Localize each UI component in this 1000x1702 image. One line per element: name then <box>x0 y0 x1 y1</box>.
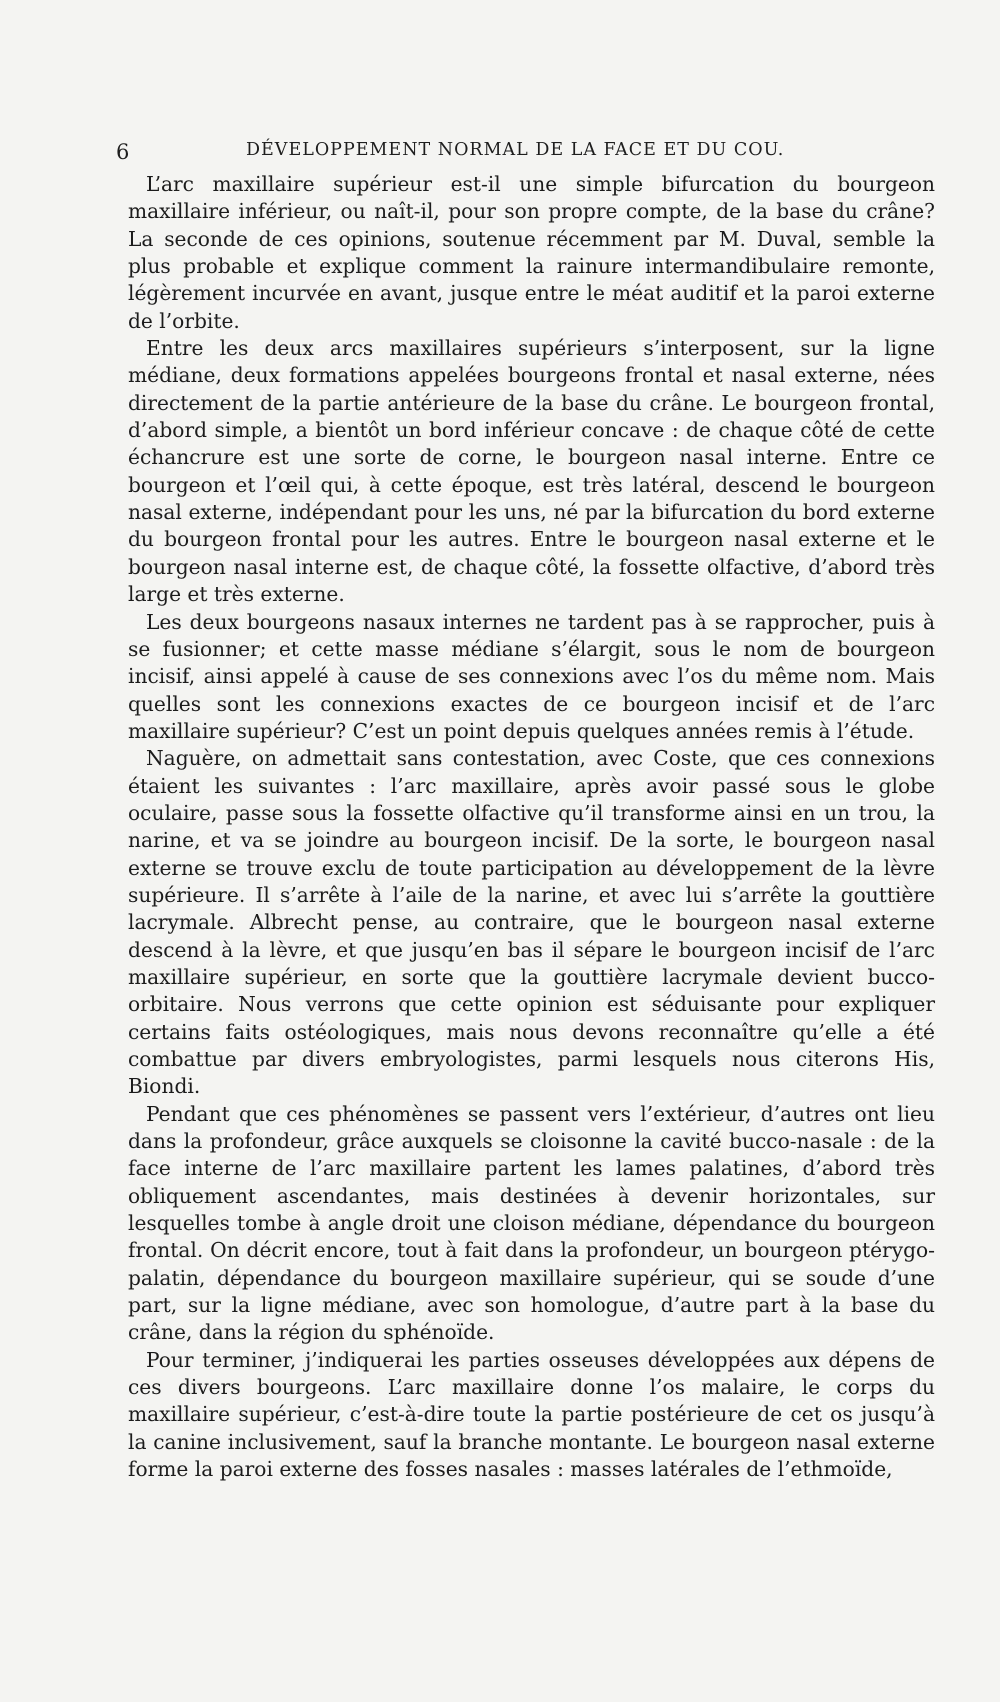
paragraph: L’arc maxillaire supérieur est-il une simple bifurcation du bourgeon maxillaire inférieur, ou naît-il, pour son propre compte, de la base du crâne? La seconde de ces opinions, soutenue récemment par M. Duval, semble la plus probable et explique comment la rainure intermandibulaire remonte, légèrement incurvée en avant, jusque entre le méat auditif et la paroi externe de l’orbite. <box>128 172 935 333</box>
paragraph: Naguère, on admettait sans contestation, avec Coste, que ces connexions étaient les suivantes : l’arc maxillaire, après avoir passé sous le globe oculaire, passe sous la fossette olfactive qu’il transforme ainsi en un trou, la narine, et va se joindre au bourgeon incisif. De la sorte, le bourgeon nasal externe se trouve exclu de toute participation au développement de la lèvre supérieure. Il s’arrête à l’aile de la narine, et avec lui s’arrête la gouttière lacrymale. Albrecht pense, au contraire, que le bourgeon nasal externe descend à la lèvre, et que jusqu’en bas il sépare le bourgeon incisif de l’arc maxillaire supérieur, en sorte que la gouttière lacrymale devient bucco-orbitaire. Nous verrons que cette opinion est séduisante pour expliquer certains faits ostéologiques, mais nous devons reconnaître qu’elle a été combattue par divers embryologistes, parmi lesquels nous citerons His, Biondi. <box>128 746 935 1099</box>
page-header <box>116 136 910 168</box>
running-title: DÉVELOPPEMENT NORMAL DE LA FACE ET DU COU. <box>246 140 785 160</box>
paragraph: Les deux bourgeons nasaux internes ne tardent pas à se rapprocher, puis à se fusionner; et cette masse médiane s’élargit, sous le nom de bourgeon incisif, ainsi appelé à cause de ses connexions avec l’os du même nom. Mais quelles sont les connexions exactes de ce bourgeon incisif et de l’arc maxillaire supérieur? C’est un point depuis quelques années remis à l’étude. <box>128 609 935 743</box>
page-number: 6 <box>116 140 130 164</box>
paragraph: Pendant que ces phénomènes se passent vers l’extérieur, d’autres ont lieu dans la profondeur, grâce auxquels se cloisonne la cavité bucco-nasale : de la face interne de l’arc maxillaire partent les lames palatines, d’abord très obliquement ascendantes, mais destinées à devenir horizontales, sur lesquelles tombe à angle droit une cloison médiane, dépendance du bourgeon frontal. On décrit encore, tout à fait dans la profondeur, un bourgeon ptérygo-palatin, dépendance du bourgeon maxillaire supérieur, qui se soude d’une part, sur la ligne médiane, avec son homologue, d’autre part à la base du crâne, dans la région du sphénoïde. <box>128 1101 935 1345</box>
body-text <box>128 171 935 1484</box>
paragraph: Pour terminer, j’indiquerai les parties osseuses développées aux dépens de ces divers bourgeons. L’arc maxillaire donne l’os malaire, le corps du maxillaire supérieur, c’est-à-dire toute la partie postérieure de cet os jusqu’à la canine inclusivement, sauf la branche montante. Le bourgeon nasal externe forme la paroi externe des fosses nasales : masses latérales de l’ethmoïde, <box>128 1347 935 1482</box>
paragraph: Entre les deux arcs maxillaires supérieurs s’interposent, sur la ligne médiane, deux formations appelées bourgeons frontal et nasal externe, nées directement de la partie antérieure de la base du crâne. Le bourgeon frontal, d’abord simple, a bientôt un bord inférieur concave : de chaque côté de cette échancrure est une sorte de corne, le bourgeon nasal interne. Entre ce bourgeon et l’œil qui, à cette époque, est très latéral, descend le bourgeon nasal externe, indépendant pour les uns, né par la bifurcation du bord externe du bourgeon frontal pour les autres. Entre le bourgeon nasal externe et le bourgeon nasal interne est, de chaque côté, la fossette olfactive, d’abord très large et très externe. <box>128 336 935 607</box>
